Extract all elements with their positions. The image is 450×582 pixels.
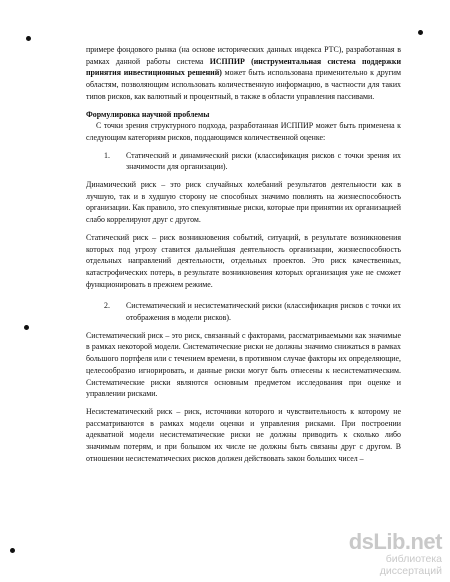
scan-punch-hole-dot	[26, 36, 31, 41]
list-item-1-text: Статический и динамический риски (классификация рисков с точки зрения их значимости для организации).	[126, 150, 401, 172]
list-item-2-number: 2.	[104, 301, 110, 311]
paragraph-categories: С точки зрения структурного подхода, разработанная ИСППИР может быть применена к следующим категориям рисков, поддающимся количественной оценке:	[86, 121, 401, 142]
list-item-2-text: Систематический и несистематический риски (классификация рисков с точки их отображения в модели рисков).	[126, 301, 401, 323]
watermark-logo: dsLib.net	[348, 529, 442, 554]
scan-punch-hole-dot	[24, 325, 29, 330]
watermark-subtitle: библиотека диссертаций	[379, 553, 442, 577]
paragraph-systematic-risk: Систематический риск – это риск, связанный с факторами, рассматриваемыми как значимые в рамках некоторой модели. Систематические риски не должны значимо снижаться в рамках большого портфеля или с течением времени, в противном случае факторы их определяющие, целесообразно игнорировать, и данные риски могут быть отнесены к несистематическим. Систематические риски являются основным предметом исследования при оценке и управлении рисками.	[86, 330, 401, 399]
scan-punch-hole-dot	[418, 30, 423, 35]
paragraph-static-risk: Статический риск – риск возникновения событий, ситуаций, в результате возникновения которых под угрозу ставится дальнейшая деятельность организации, жизнеспособность отдельных направлений деятельности, отдельных проектов. Это риск качественных, катастрофических потерь, в результате возникновения которых организация уже не сможет функционировать в прежнем режиме.	[86, 232, 401, 289]
list-item-1-number: 1.	[104, 150, 110, 160]
paragraph-nonsystematic-risk: Несистематический риск – риск, источники которого и чувствительность к которому не рассматриваются в рамках модели оценки и управления рисками. При построении адекватной модели несистематические риски не должны приводить к сколько либо значимым потерям, и при большом их числе не должны быть связаны друг с другом. В отношении несистематических рисков должен действовать закон больших чисел –	[86, 406, 401, 463]
dslib-watermark	[322, 529, 442, 577]
paragraph-intro	[86, 44, 401, 103]
paragraph-dynamic-risk: Динамический риск – это риск случайных колебаний результатов деятельности как в лучшую, так и в худшую сторону не способных значимо повлиять на жизнеспособность организации. Как правило, это спекулятивные риски, которые при принятии их организацией слабо коррелируют друг с другом.	[86, 180, 401, 225]
paragraph-intro-part1: примере фондового рынка (на основе исторических данных индекса РТС), разработанная в рамках данной работы система	[86, 45, 401, 66]
section-heading: Формулировка научной проблемы	[86, 109, 210, 119]
document-body	[86, 44, 401, 465]
paragraph-intro-bold: ИСППИР (инструментальная система поддержки принятия инвестиционных решений)	[86, 56, 402, 78]
list-item-2	[86, 300, 401, 323]
list-item-1	[86, 150, 401, 173]
scan-punch-hole-dot	[10, 548, 15, 553]
paragraph-intro-part2: может быть использована применительно к другим областям, позволяющим использовать количественную информацию, в частности для таких типов рисков, как валютный и процентный, в также в области управления пассивами.	[86, 68, 401, 101]
